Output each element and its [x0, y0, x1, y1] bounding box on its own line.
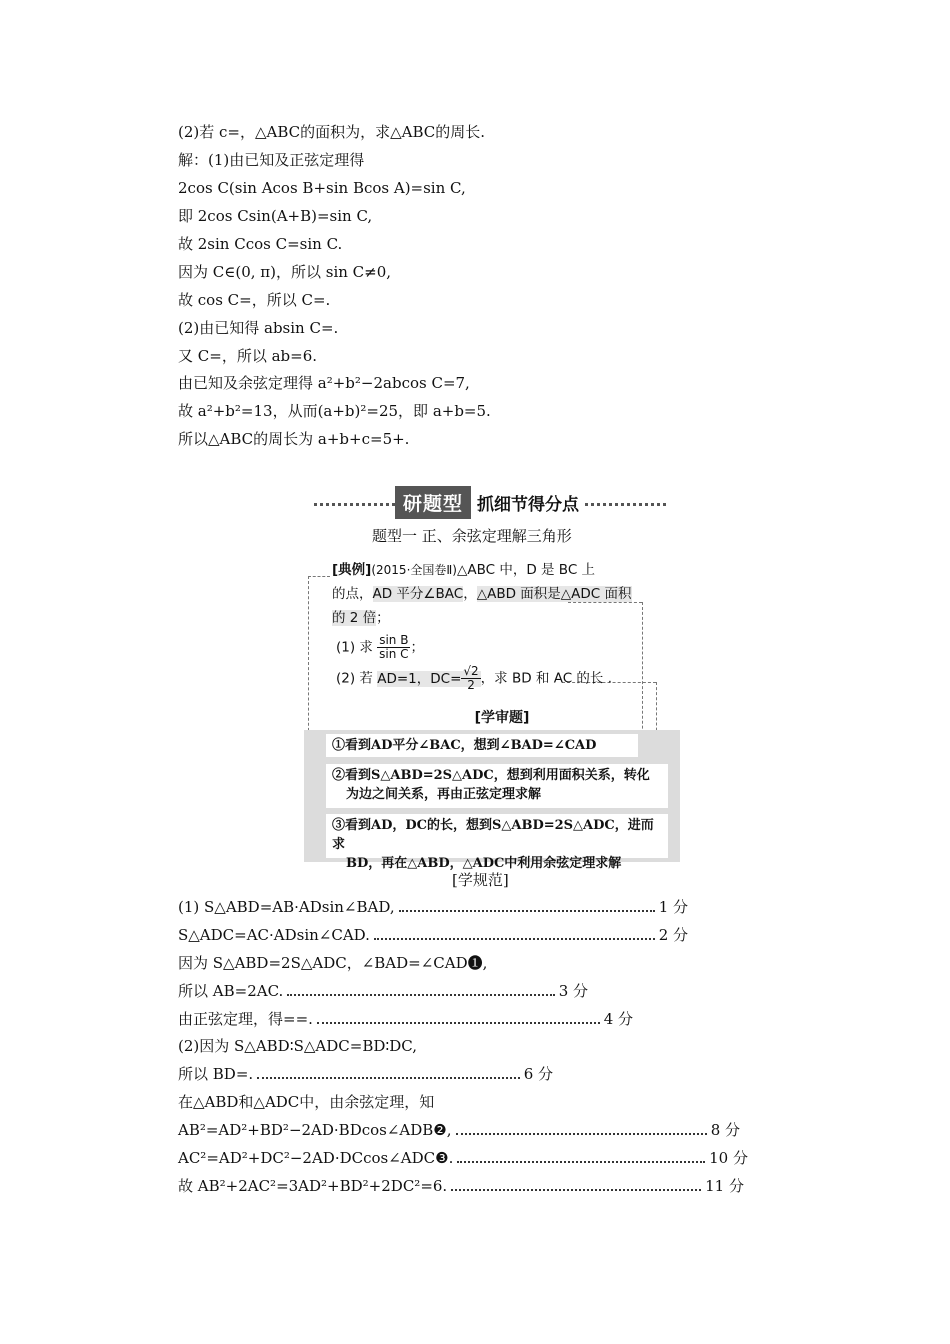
- score-line: 所以 BD=. 6 分: [178, 1065, 553, 1083]
- stem-text: △ABC 中，D 是 BC 上: [456, 562, 596, 578]
- stem-text: ；: [376, 610, 390, 626]
- score-line: 故 AB²+2AC²=3AD²+BD²+2DC²=6. 11 分: [178, 1177, 744, 1195]
- question-2-highlight: AD=1，DC= $\frac{√2}{2}$: [377, 664, 479, 692]
- text-line: (2)若 c=，△ABC的面积为，求△ABC的周长.: [178, 123, 486, 141]
- score-line: 由正弦定理，得==. 4 分: [178, 1010, 633, 1028]
- text-line: 故 a²+b²=13，从而(a+b)²=25，即 a+b=5.: [178, 402, 491, 420]
- score-value: 4 分: [603, 1010, 633, 1028]
- example-stem: [332, 558, 672, 730]
- example-tag: [典例]: [332, 562, 372, 578]
- score-line: 在△ABD和△ADC中，由余弦定理，知: [178, 1093, 435, 1111]
- example-source: (2015·全国卷Ⅱ): [371, 563, 457, 577]
- stem-text: ，: [463, 586, 477, 602]
- score-value: 1 分: [658, 898, 688, 916]
- connector-line: [308, 576, 309, 746]
- connector-line: [308, 576, 330, 577]
- text-line: 2cos C(sin Acos B+sin Bcos A)=sin C,: [178, 179, 466, 197]
- banner-dots-left: [314, 503, 395, 506]
- text-line: 由已知及余弦定理得 a²+b²−2abcos C=7,: [178, 374, 470, 392]
- score-value: 2 分: [658, 926, 688, 944]
- score-line: AB²=AD²+BD²−2AD·BDcos∠ADB❷, 8 分: [178, 1121, 740, 1139]
- text-line: 故 2sin Ccos C=sin C.: [178, 235, 343, 253]
- score-value: 3 分: [558, 982, 588, 1000]
- review-item: ②看到S△ABD=2S△ADC，想到利用面积关系，转化 为边之间关系，再由正弦定理求解: [326, 764, 668, 808]
- question-1-prefix: (1) 求: [336, 639, 373, 656]
- banner-dots-right: [585, 503, 666, 506]
- review-item: ③看到AD，DC的长，想到S△ABD=2S△ADC，进而求 BD，再在△ABD，△ADC中利用余弦定理求解: [326, 814, 668, 858]
- review-panel: [304, 730, 680, 871]
- score-line: (1) S△ABD=AB·ADsin∠BAD, 1 分: [178, 898, 688, 916]
- score-value: 11 分: [705, 1177, 744, 1195]
- text-line: 即 2cos Csin(A+B)=sin C,: [178, 207, 373, 225]
- stem-highlight: △ABD 面积是△ADC 面积: [476, 586, 632, 602]
- question-1-suffix: ；: [410, 639, 424, 656]
- score-line: 因为 S△ABD=2S△ADC，∠BAD=∠CAD❶,: [178, 954, 488, 972]
- question-2-suffix: ，求 BD 和 AC 的长 .: [480, 670, 613, 687]
- score-value: 6 分: [523, 1065, 553, 1083]
- text-line: 故 cos C=，所以 C=.: [178, 291, 331, 309]
- text-line: 解：(1)由已知及正弦定理得: [178, 151, 365, 169]
- score-line: AC²=AD²+DC²−2AD·DCcos∠ADC❸. 10 分: [178, 1149, 748, 1167]
- norm-title: [学规范]: [452, 871, 509, 889]
- section-title: 题型一 正、余弦定理解三角形: [372, 527, 572, 545]
- review-title: [学审题]: [474, 710, 530, 726]
- score-line: 所以 AB=2AC. 3 分: [178, 982, 588, 1000]
- text-line: 又 C=，所以 ab=6.: [178, 347, 318, 365]
- score-line: S△ADC=AC·ADsin∠CAD. 2 分: [178, 926, 688, 944]
- question-1-fraction: $\frac{\text{sin B}}{\text{sin C}}$: [379, 633, 409, 661]
- score-value: 10 分: [709, 1149, 748, 1167]
- text-line: 所以△ABC的周长为 a+b+c=5+.: [178, 430, 410, 448]
- score-value: 8 分: [710, 1121, 740, 1139]
- stem-highlight: AD 平分∠BAC: [372, 586, 464, 602]
- score-line: (2)因为 S△ABD∶S△ADC=BD∶DC,: [178, 1037, 418, 1055]
- stem-highlight: 的 2 倍: [332, 610, 377, 626]
- stem-text: 的点，: [332, 586, 373, 602]
- example-figure: [300, 556, 680, 871]
- banner-text: 抓细节得分点: [477, 494, 580, 515]
- question-2-prefix: (2) 若: [336, 670, 373, 687]
- text-line: (2)由已知得 absin C=.: [178, 319, 339, 337]
- review-item: ①看到AD平分∠BAC，想到∠BAD=∠CAD: [326, 734, 638, 757]
- banner-label: 研题型: [395, 486, 471, 519]
- text-line: 因为 C∈(0, π)，所以 sin C≠0,: [178, 263, 392, 281]
- section-banner: [314, 486, 666, 518]
